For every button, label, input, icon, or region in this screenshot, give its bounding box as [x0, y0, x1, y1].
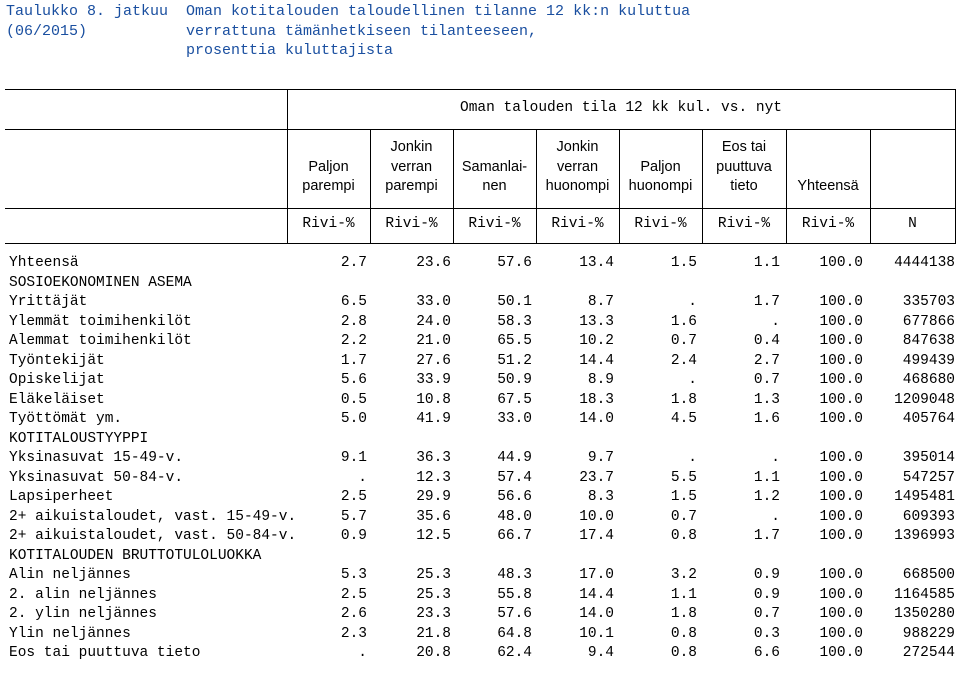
table-row	[0, 449, 960, 469]
grid-line-vertical	[955, 89, 956, 244]
table-cell: 1.3	[753, 391, 780, 408]
table-cell: 1.1	[670, 586, 697, 603]
table-cell: 847638	[902, 333, 955, 349]
table-cell: 48.3	[497, 567, 532, 583]
table-cell: 29.9	[416, 489, 451, 505]
row-label: 2. ylin neljännes	[9, 606, 157, 622]
table-title-line: prosenttia kuluttajista	[186, 42, 394, 59]
table-cell: 1396993	[894, 528, 955, 544]
table-cell: 2.4	[670, 352, 697, 369]
table-cell: 668500	[902, 567, 955, 583]
table-cell: 2.7	[340, 255, 367, 271]
table-cell: 18.3	[579, 391, 614, 408]
table-cell: 100.0	[819, 469, 863, 486]
row-label: 2+ aikuistaloudet, vast. 50-84-v.	[9, 528, 297, 544]
row-label: Opiskelijat	[9, 372, 105, 388]
column-header-line: parempi	[385, 178, 438, 194]
table-cell: 14.0	[579, 606, 614, 622]
table-cell: 64.8	[497, 625, 532, 642]
section-label: SOSIOEKONOMINEN ASEMA	[9, 274, 192, 291]
table-cell: 335703	[902, 294, 955, 310]
table-row	[0, 332, 960, 352]
table-cell: 17.0	[579, 567, 614, 583]
column-header	[453, 138, 536, 197]
unit-label: N	[908, 216, 917, 232]
section-label: KOTITALOUSTYYPPI	[9, 430, 149, 447]
table-cell: 57.6	[497, 255, 532, 271]
row-label: Yksinasuvat 15-49-v.	[9, 450, 184, 466]
table-cell: .	[688, 450, 697, 466]
column-header-line: huonompi	[545, 178, 610, 194]
table-cell: 4.5	[670, 411, 697, 427]
table-cell: 14.4	[579, 352, 614, 369]
table-cell: 33.0	[497, 411, 532, 427]
row-label: Eläkeläiset	[9, 391, 105, 408]
column-header-line: verran	[556, 158, 599, 175]
column-header-line: Paljon	[640, 158, 681, 175]
table-cell: 0.3	[753, 625, 780, 642]
table-cell: 1.1	[753, 255, 780, 271]
table-cell: 0.9	[753, 586, 780, 603]
table-cell: 100.0	[819, 625, 863, 642]
column-header-line: Samanlai-	[461, 158, 528, 175]
table-cell: 8.3	[587, 489, 614, 505]
table-cell: 23.7	[579, 469, 614, 486]
table-row	[0, 566, 960, 586]
table-row	[0, 352, 960, 372]
table-cell: 50.9	[497, 372, 532, 388]
table-row	[0, 469, 960, 489]
table-cell: 10.8	[416, 391, 451, 408]
row-label: Yrittäjät	[9, 294, 88, 310]
table-cell: 100.0	[819, 450, 863, 466]
table-cell: 0.7	[753, 372, 780, 388]
table-cell: 12.3	[416, 469, 451, 486]
table-cell: 1209048	[894, 391, 955, 408]
table-row	[0, 625, 960, 645]
table-cell: 35.6	[416, 508, 451, 525]
table-cell: 2.3	[340, 625, 367, 642]
table-number	[6, 2, 168, 41]
column-header-line: verran	[390, 158, 433, 175]
table-cell: 9.1	[340, 450, 367, 466]
table-cell: .	[771, 450, 780, 466]
column-header-line	[287, 138, 370, 158]
column-header	[287, 138, 370, 197]
grid-line-horizontal	[5, 129, 955, 130]
table-cell: .	[358, 645, 367, 661]
column-header-line: huonompi	[628, 178, 693, 194]
table-cell: 405764	[902, 411, 955, 427]
table-cell: 65.5	[497, 333, 532, 349]
table-cell: 5.6	[340, 372, 367, 388]
table-cell: 48.0	[497, 508, 532, 525]
table-cell: 13.4	[579, 255, 614, 271]
table-cell: 100.0	[819, 255, 863, 271]
table-cell: 100.0	[819, 411, 863, 427]
section-header-row	[0, 547, 960, 567]
row-label: Työttömät ym.	[9, 411, 123, 427]
table-cell: 2.2	[340, 333, 367, 349]
row-label: Yksinasuvat 50-84-v.	[9, 469, 184, 486]
table-cell: 0.9	[340, 528, 367, 544]
column-header-line: Eos tai	[721, 139, 767, 155]
table-cell: 62.4	[497, 645, 532, 661]
table-row	[0, 586, 960, 606]
table-cell: 9.4	[587, 645, 614, 661]
table-cell: 468680	[902, 372, 955, 388]
table-title-line: verrattuna tämänhetkiseen tilanteeseen,	[186, 22, 538, 40]
table-cell: 100.0	[819, 528, 863, 544]
column-header-line: parempi	[302, 178, 355, 194]
table-row	[0, 293, 960, 313]
column-header-line: Jonkin	[390, 139, 433, 155]
unit-label: Rivi-%	[302, 216, 355, 232]
column-header-line	[619, 138, 702, 158]
table-cell: 14.4	[579, 586, 614, 603]
table-cell: 23.3	[416, 606, 451, 622]
row-label: Yhteensä	[9, 255, 79, 271]
column-header	[536, 138, 619, 197]
table-cell: 395014	[902, 450, 955, 466]
table-cell: 21.8	[416, 625, 451, 642]
table-cell: 17.4	[579, 528, 614, 544]
table-cell: 1.2	[753, 489, 780, 505]
grid-line-horizontal	[5, 243, 955, 244]
table-cell: 10.0	[579, 508, 614, 525]
table-cell: 14.0	[579, 411, 614, 427]
table-cell: .	[771, 508, 780, 525]
column-header	[619, 138, 702, 197]
table-cell: 0.8	[670, 645, 697, 661]
row-label: Alemmat toimihenkilöt	[9, 333, 192, 349]
column-header-line: puuttuva	[716, 158, 772, 175]
table-cell: 5.5	[670, 469, 697, 486]
table-cell: 23.6	[416, 255, 451, 271]
section-header-row	[0, 430, 960, 450]
table-cell: 1164585	[894, 586, 955, 603]
table-cell: 2.8	[340, 313, 367, 330]
table-cell: 9.7	[587, 450, 614, 466]
table-cell: 499439	[902, 352, 955, 369]
row-label: 2+ aikuistaloudet, vast. 15-49-v.	[9, 508, 297, 525]
table-cell: 4444138	[894, 255, 955, 271]
table-cell: 58.3	[497, 313, 532, 330]
row-label: Alin neljännes	[9, 567, 131, 583]
section-label: KOTITALOUDEN BRUTTOTULOLUOKKA	[9, 547, 262, 564]
table-cell: 57.4	[497, 469, 532, 486]
table-cell: 0.7	[753, 606, 780, 622]
column-header-total: Yhteensä	[797, 178, 859, 194]
table-cell: .	[771, 313, 780, 330]
table-cell: 1.7	[753, 294, 780, 310]
table-cell: 272544	[902, 645, 955, 661]
table-row	[0, 644, 960, 664]
table-cell: 36.3	[416, 450, 451, 466]
table-row	[0, 254, 960, 274]
table-cell: 2.5	[340, 489, 367, 505]
table-cell: 6.6	[753, 645, 780, 661]
table-cell: 1.8	[670, 606, 697, 622]
table-cell: 0.9	[753, 567, 780, 583]
table-cell: 66.7	[497, 528, 532, 544]
table-cell: 100.0	[819, 333, 863, 349]
grid-line-horizontal	[5, 89, 955, 90]
table-cell: 1.5	[670, 255, 697, 271]
table-date-line: (06/2015)	[6, 22, 88, 40]
table-cell: 1.8	[670, 391, 697, 408]
row-label: Työntekijät	[9, 352, 105, 369]
table-cell: 1495481	[894, 489, 955, 505]
table-cell: 100.0	[819, 294, 863, 310]
table-cell: 0.8	[670, 528, 697, 544]
table-cell: 0.8	[670, 625, 697, 642]
table-cell: 100.0	[819, 352, 863, 369]
table-cell: 21.0	[416, 333, 451, 349]
table-row	[0, 605, 960, 625]
table-row	[0, 313, 960, 333]
table-cell: 2.6	[340, 606, 367, 622]
table-cell: 5.3	[340, 567, 367, 583]
table-cell: 5.7	[340, 508, 367, 525]
table-cell: 0.4	[753, 333, 780, 349]
table-cell: 25.3	[416, 567, 451, 583]
table-cell: .	[358, 469, 367, 486]
column-header-line	[453, 138, 536, 158]
table-cell: 51.2	[497, 352, 532, 369]
table-cell: 20.8	[416, 645, 451, 661]
table-cell: 100.0	[819, 586, 863, 603]
grid-line-horizontal	[5, 208, 955, 209]
table-cell: 24.0	[416, 313, 451, 330]
table-number-line: Taulukko 8. jatkuu	[6, 3, 169, 20]
table-cell: 3.2	[670, 567, 697, 583]
table-cell: 100.0	[819, 489, 863, 505]
table-cell: 6.5	[340, 294, 367, 310]
table-cell: 33.9	[416, 372, 451, 388]
table-cell: 1.5	[670, 489, 697, 505]
unit-label: Rivi-%	[634, 216, 687, 232]
table-cell: 2.5	[340, 586, 367, 603]
table-cell: 8.9	[587, 372, 614, 388]
column-group-header: Oman talouden tila 12 kk kul. vs. nyt	[460, 100, 782, 116]
table-cell: 0.7	[670, 333, 697, 349]
row-label: Lapsiperheet	[9, 489, 114, 505]
table-cell: 12.5	[416, 528, 451, 544]
table-cell: 100.0	[819, 313, 863, 330]
column-header-line: nen	[482, 178, 507, 194]
table-cell: 10.1	[579, 625, 614, 642]
table-cell: 41.9	[416, 411, 451, 427]
table-cell: 13.3	[579, 313, 614, 330]
table-cell: 55.8	[497, 586, 532, 603]
column-header	[370, 138, 453, 197]
table-cell: 677866	[902, 313, 955, 330]
row-label: 2. alin neljännes	[9, 586, 157, 603]
unit-label: Rivi-%	[385, 216, 438, 232]
table-cell: 44.9	[497, 450, 532, 466]
column-header	[702, 138, 786, 197]
table-cell: 100.0	[819, 372, 863, 388]
table-cell: 609393	[902, 508, 955, 525]
table-row	[0, 371, 960, 391]
table-cell: .	[688, 372, 697, 388]
table-cell: 57.6	[497, 606, 532, 622]
table-cell: 988229	[902, 625, 955, 642]
table-cell: 100.0	[819, 567, 863, 583]
table-row	[0, 410, 960, 430]
table-cell: 1.7	[753, 528, 780, 544]
table-cell: 100.0	[819, 508, 863, 525]
column-header-line: Paljon	[308, 158, 349, 175]
table-cell: 547257	[902, 469, 955, 486]
table-cell: 0.7	[670, 508, 697, 525]
table-cell: 100.0	[819, 645, 863, 661]
table-row	[0, 488, 960, 508]
row-label: Ylin neljännes	[9, 625, 131, 642]
table-cell: 1.1	[753, 469, 780, 486]
table-cell: 10.2	[579, 333, 614, 349]
table-cell: 0.5	[340, 391, 367, 408]
table-cell: 27.6	[416, 352, 451, 369]
section-header-row	[0, 274, 960, 294]
table-cell: 1.6	[670, 313, 697, 330]
table-row	[0, 391, 960, 411]
table-row	[0, 508, 960, 528]
row-label: Eos tai puuttuva tieto	[9, 645, 201, 661]
row-label: Ylemmät toimihenkilöt	[9, 313, 192, 330]
table-cell: 25.3	[416, 586, 451, 603]
table-cell: .	[688, 294, 697, 310]
unit-label: Rivi-%	[717, 216, 771, 232]
table-cell: 2.7	[753, 352, 780, 369]
table-cell: 67.5	[497, 391, 532, 408]
column-header-line: Jonkin	[556, 139, 599, 155]
table-cell: 5.0	[340, 411, 367, 427]
table-cell: 56.6	[497, 489, 532, 505]
table-title-line: Oman kotitalouden taloudellinen tilanne 12 kk:n kuluttua	[186, 3, 691, 20]
table-title	[186, 2, 690, 61]
table-cell: 33.0	[416, 294, 451, 310]
column-header-line: tieto	[730, 178, 758, 194]
table-cell: 1.6	[753, 411, 780, 427]
table-cell: 1350280	[894, 606, 955, 622]
table-cell: 100.0	[819, 391, 863, 408]
table-row	[0, 527, 960, 547]
unit-label: Rivi-%	[801, 216, 855, 232]
table-cell: 50.1	[497, 294, 532, 310]
table-cell: 8.7	[587, 294, 614, 310]
table-cell: 1.7	[340, 352, 367, 369]
table-cell: 100.0	[819, 606, 863, 622]
unit-label: Rivi-%	[551, 216, 604, 232]
unit-label: Rivi-%	[468, 216, 521, 232]
